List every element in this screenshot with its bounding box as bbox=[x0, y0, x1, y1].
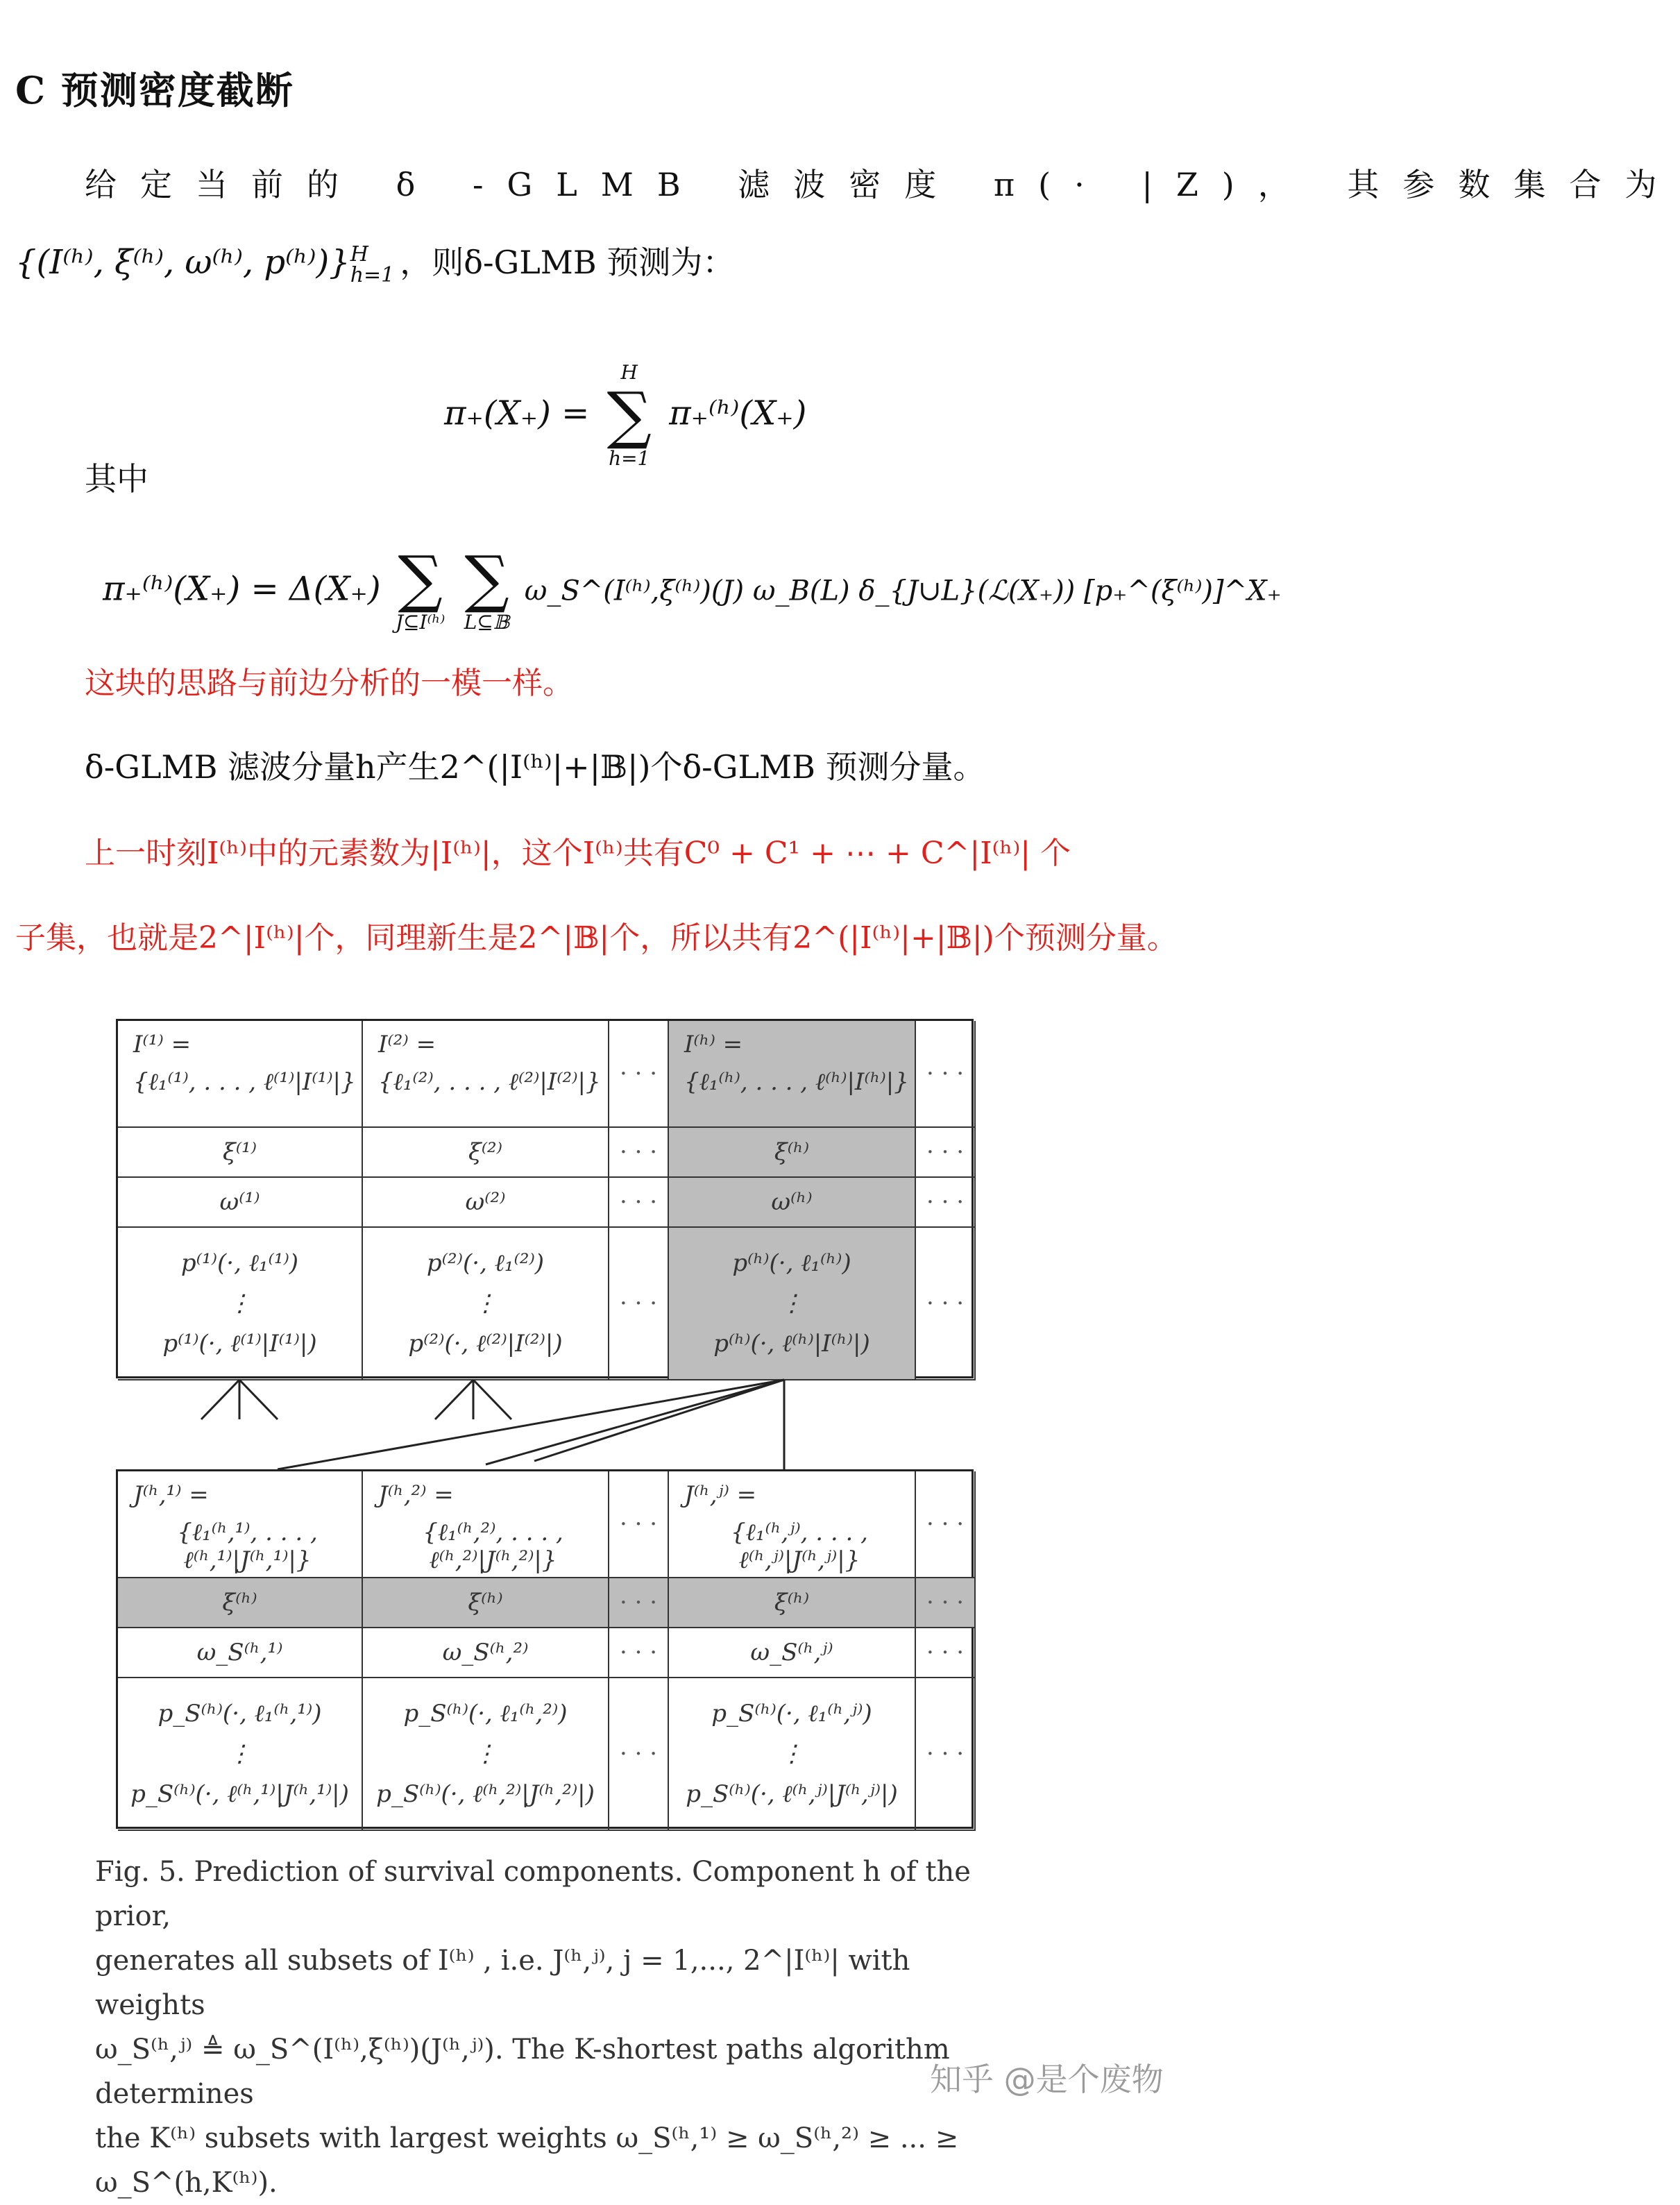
caption-line: the K⁽ʰ⁾ subsets with largest weights ω_S⁽ʰ,¹⁾ ≥ ω_S⁽ʰ,²⁾ ≥ ... ≥ ω_S^(h,K⁽ʰ⁾). bbox=[95, 2122, 959, 2199]
link-line bbox=[534, 1380, 784, 1461]
survival-components-table bbox=[116, 1469, 974, 1829]
paragraph-line-2-tail: ，则δ-GLMB 预测为： bbox=[400, 244, 735, 281]
prior-cell-p: p⁽¹⁾(·, ℓ₁⁽¹⁾) ⋮ p⁽¹⁾(·, ℓ⁽¹⁾|I⁽¹⁾|) bbox=[118, 1228, 363, 1380]
sum-2-lower-limit: L⊆𝔹 bbox=[464, 611, 510, 634]
where-label: 其中 bbox=[85, 460, 149, 498]
survival-cell-xi: ξ⁽ʰ⁾ bbox=[363, 1578, 609, 1628]
link-line bbox=[278, 1380, 784, 1469]
ellipsis-cell: · · · bbox=[916, 1128, 976, 1178]
red-note-2: 上一时刻I⁽ʰ⁾中的元素数为|I⁽ʰ⁾|，这个I⁽ʰ⁾共有C⁰ + C¹ + ⋯ + C^|I⁽ʰ⁾| 个 bbox=[85, 836, 1071, 871]
set-upper-limit: H bbox=[350, 242, 368, 267]
link-line bbox=[486, 1380, 784, 1464]
ellipsis-cell: · · · bbox=[916, 1178, 976, 1228]
ellipsis-cell: · · · bbox=[609, 1578, 669, 1628]
prior-cell-xi: ξ⁽¹⁾ bbox=[118, 1128, 363, 1178]
ellipsis-cell: · · · bbox=[609, 1471, 669, 1578]
ellipsis-cell: · · · bbox=[916, 1578, 976, 1628]
prior-cell-label: I⁽²⁾ = {ℓ₁⁽²⁾, . . . , ℓ⁽²⁾|I⁽²⁾|} bbox=[363, 1021, 609, 1128]
ellipsis-cell: · · · bbox=[609, 1128, 669, 1178]
survival-cell-p: p_S⁽ʰ⁾(·, ℓ₁⁽ʰ,¹⁾) ⋮ p_S⁽ʰ⁾(·, ℓ⁽ʰ,¹⁾|J⁽ʰ,¹⁾|) bbox=[118, 1678, 363, 1831]
ellipsis-cell: · · · bbox=[916, 1228, 976, 1380]
red-note-3: 子集，也就是2^|I⁽ʰ⁾|个，同理新生是2^|𝔹|个，所以共有2^(|I⁽ʰ⁾|+|𝔹|)个预测分量。 bbox=[15, 920, 1178, 956]
prior-cell-omega-h: ω⁽ʰ⁾ bbox=[669, 1178, 916, 1228]
ellipsis-cell: · · · bbox=[609, 1228, 669, 1380]
watermark: 知乎 @是个废物 bbox=[930, 2061, 1164, 2098]
equation-1-rhs: π₊⁽ʰ⁾(X₊) bbox=[669, 394, 807, 433]
set-lower-limit: h=1 bbox=[350, 263, 395, 287]
caption-line: Fig. 5. Prediction of survival components. Component h of the prior, bbox=[95, 1856, 971, 1932]
caption-line: generates all subsets of I⁽ʰ⁾ , i.e. J⁽ʰ,ʲ⁾, j = 1,..., 2^|I⁽ʰ⁾| with weights bbox=[95, 1945, 910, 2021]
sum-upper-limit: H bbox=[620, 361, 638, 384]
equation-2-lhs: π₊⁽ʰ⁾(X₊) = Δ(X₊) bbox=[103, 569, 381, 609]
ellipsis-cell: · · · bbox=[916, 1678, 976, 1831]
red-note-1: 这块的思路与前边分析的一模一样。 bbox=[85, 666, 573, 701]
ellipsis-cell: · · · bbox=[609, 1628, 669, 1678]
prior-cell-p-h: p⁽ʰ⁾(·, ℓ₁⁽ʰ⁾) ⋮ p⁽ʰ⁾(·, ℓ⁽ʰ⁾|I⁽ʰ⁾|) bbox=[669, 1228, 916, 1380]
prior-cell-omega: ω⁽¹⁾ bbox=[118, 1178, 363, 1228]
survival-cell-label: J⁽ʰ,¹⁾ = {ℓ₁⁽ʰ,¹⁾, . . . , ℓ⁽ʰ,¹⁾|J⁽ʰ,¹⁾|} bbox=[118, 1471, 363, 1578]
ellipsis-cell: · · · bbox=[609, 1678, 669, 1831]
caption-line: ω_S⁽ʰ,ʲ⁾ ≜ ω_S^(I⁽ʰ⁾,ξ⁽ʰ⁾)(J⁽ʰ,ʲ⁾). The K-shortest paths algorithm determines bbox=[95, 2034, 950, 2110]
survival-cell-omega: ω_S⁽ʰ,ʲ⁾ bbox=[669, 1628, 916, 1678]
fan-line bbox=[435, 1380, 473, 1419]
sum-lower-limit: h=1 bbox=[609, 447, 650, 470]
sum-symbol-2: ∑ bbox=[464, 543, 509, 616]
survival-cell-omega: ω_S⁽ʰ,²⁾ bbox=[363, 1628, 609, 1678]
ellipsis-cell: · · · bbox=[916, 1628, 976, 1678]
ellipsis-cell: · · · bbox=[609, 1178, 669, 1228]
survival-cell-p: p_S⁽ʰ⁾(·, ℓ₁⁽ʰ,²⁾) ⋮ p_S⁽ʰ⁾(·, ℓ⁽ʰ,²⁾|J⁽ʰ,²⁾|) bbox=[363, 1678, 609, 1831]
section-heading: C 预测密度截断 bbox=[15, 68, 294, 112]
prior-cell-xi-h: ξ⁽ʰ⁾ bbox=[669, 1128, 916, 1178]
ellipsis-cell: · · · bbox=[916, 1471, 976, 1578]
survival-cell-label: J⁽ʰ,ʲ⁾ = {ℓ₁⁽ʰ,ʲ⁾, . . . , ℓ⁽ʰ,ʲ⁾|J⁽ʰ,ʲ⁾|} bbox=[669, 1471, 916, 1578]
prior-cell-p: p⁽²⁾(·, ℓ₁⁽²⁾) ⋮ p⁽²⁾(·, ℓ⁽²⁾|I⁽²⁾|) bbox=[363, 1228, 609, 1380]
sum-symbol-1: ∑ bbox=[398, 543, 443, 616]
prior-cell-label-h: I⁽ʰ⁾ = {ℓ₁⁽ʰ⁾, . . . , ℓ⁽ʰ⁾|I⁽ʰ⁾|} bbox=[669, 1021, 916, 1128]
ellipsis-cell: · · · bbox=[916, 1021, 976, 1128]
fan-line bbox=[239, 1380, 278, 1419]
survival-cell-xi: ξ⁽ʰ⁾ bbox=[669, 1578, 916, 1628]
paragraph-line-1: 给定当前的 δ -GLMB 滤波密度 π(· |Z)， 其参数集合为 bbox=[85, 166, 1680, 203]
fan-line bbox=[473, 1380, 511, 1419]
prior-cell-omega: ω⁽²⁾ bbox=[363, 1178, 609, 1228]
sum-1-lower-limit: J⊆I⁽ʰ⁾ bbox=[395, 611, 446, 634]
figure-caption bbox=[95, 1850, 997, 2205]
survival-cell-omega: ω_S⁽ʰ,¹⁾ bbox=[118, 1628, 363, 1678]
survival-cell-label: J⁽ʰ,²⁾ = {ℓ₁⁽ʰ,²⁾, . . . , ℓ⁽ʰ,²⁾|J⁽ʰ,²⁾|} bbox=[363, 1471, 609, 1578]
prior-cell-label: I⁽¹⁾ = {ℓ₁⁽¹⁾, . . . , ℓ⁽¹⁾|I⁽¹⁾|} bbox=[118, 1021, 363, 1128]
parameter-set: {(I⁽ʰ⁾, ξ⁽ʰ⁾, ω⁽ʰ⁾, p⁽ʰ⁾)} bbox=[15, 243, 350, 282]
equation-1-lhs: π₊(X₊) = bbox=[444, 394, 590, 433]
equation-2-body: ω_S^(I⁽ʰ⁾,ξ⁽ʰ⁾)(J) ω_B(L) δ_{J∪L}(ℒ(X₊)) [p₊^(ξ⁽ʰ⁾)]^X₊ bbox=[524, 575, 1282, 607]
ellipsis-cell: · · · bbox=[609, 1021, 669, 1128]
survival-cell-p: p_S⁽ʰ⁾(·, ℓ₁⁽ʰ,ʲ⁾) ⋮ p_S⁽ʰ⁾(·, ℓ⁽ʰ,ʲ⁾|J⁽ʰ,ʲ⁾|) bbox=[669, 1678, 916, 1831]
prediction-count-sentence: δ-GLMB 滤波分量h产生2^(|I⁽ʰ⁾|+|𝔹|)个δ-GLMB 预测分量。 bbox=[85, 748, 985, 786]
sum-symbol: ∑ bbox=[606, 379, 652, 452]
survival-cell-xi: ξ⁽ʰ⁾ bbox=[118, 1578, 363, 1628]
prior-cell-xi: ξ⁽²⁾ bbox=[363, 1128, 609, 1178]
fan-line bbox=[201, 1380, 239, 1419]
